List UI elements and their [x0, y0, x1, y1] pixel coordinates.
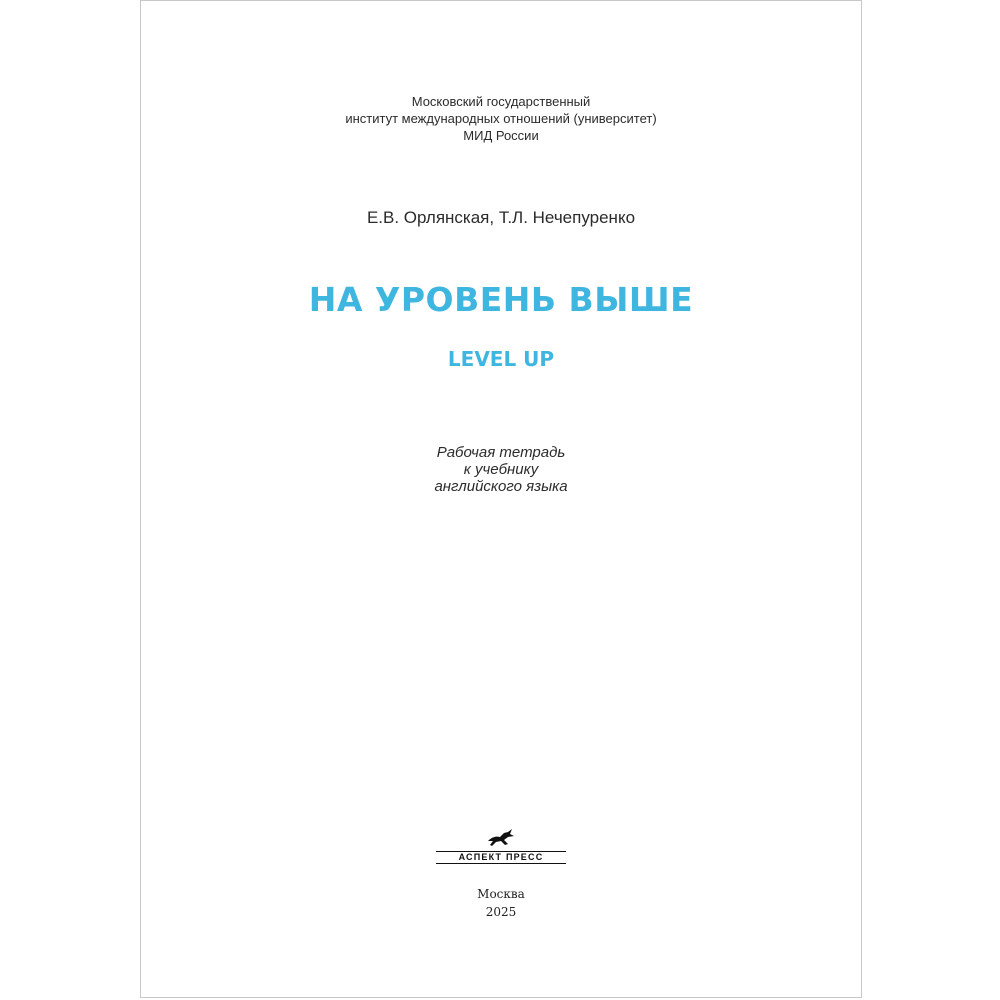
publisher-logo — [141, 827, 861, 867]
city: Москва — [477, 887, 525, 901]
title-page — [140, 0, 862, 998]
description-line-3: английского языка — [434, 478, 568, 495]
imprint — [141, 885, 861, 921]
institution-name — [141, 93, 861, 144]
publisher-name: АСПЕКТ ПРЕСС — [436, 851, 566, 864]
year: 2025 — [485, 905, 517, 919]
book-subtitle: LEVEL UP — [447, 347, 555, 371]
description-line-2: к учебнику — [463, 461, 539, 478]
authors: Е.В. Орлянская, Т.Л. Нечепуренко — [366, 208, 636, 227]
horse-logo-icon — [486, 827, 516, 849]
book-title: НА УРОВЕНЬ ВЫШЕ — [308, 280, 694, 319]
book-description — [141, 444, 861, 495]
description-line-1: Рабочая тетрадь — [436, 444, 566, 461]
institution-line-2: институт международных отношений (университет) — [345, 111, 657, 126]
institution-line-1: Московский государственный — [411, 94, 591, 109]
institution-line-3: МИД России — [463, 128, 539, 143]
